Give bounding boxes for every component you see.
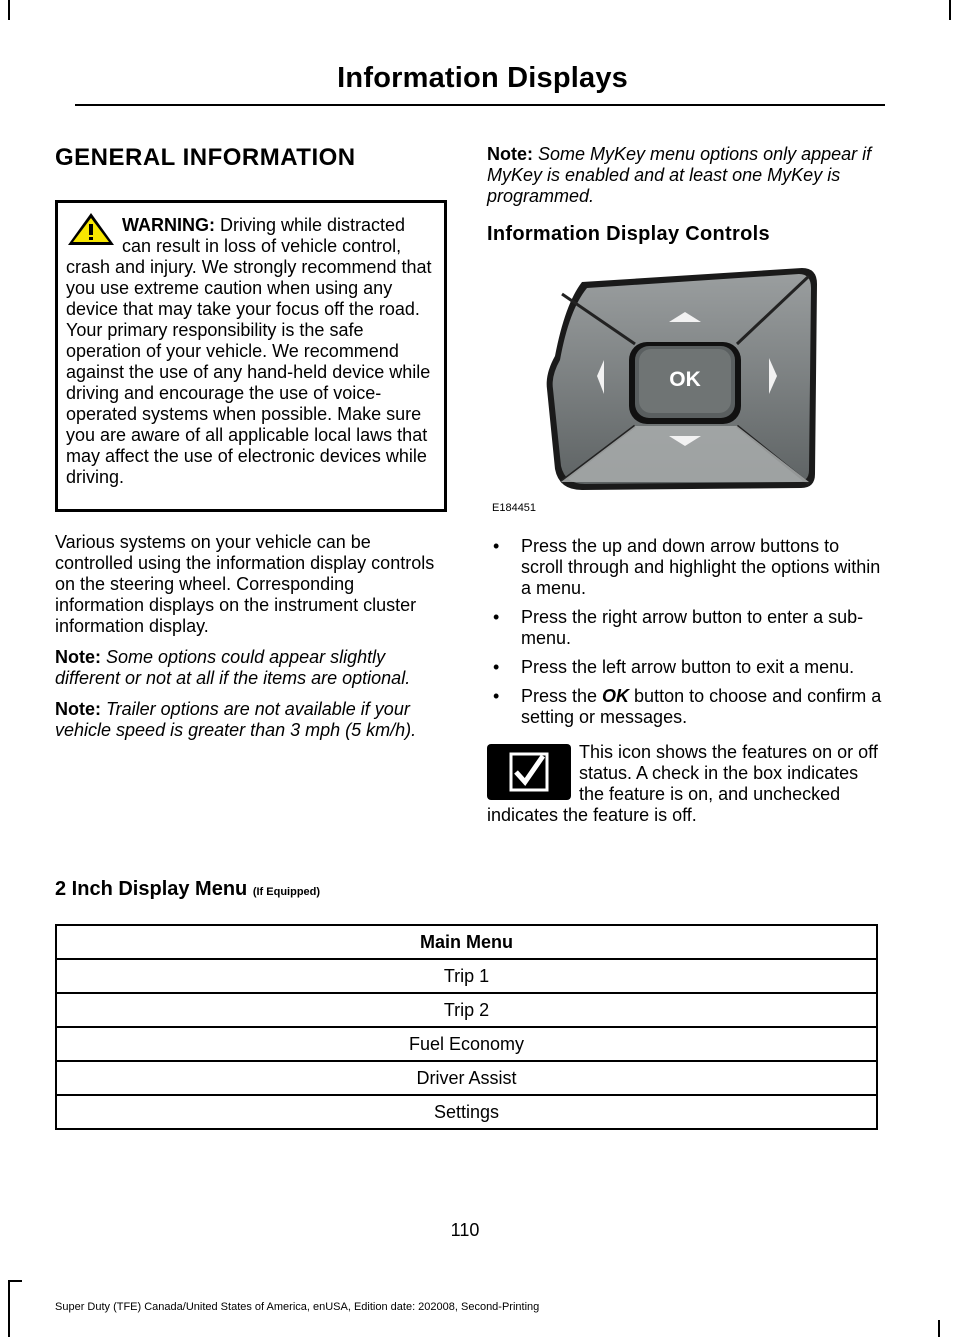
if-equipped-label: (If Equipped)	[252, 886, 321, 898]
crop-mark-bottom-right	[938, 1320, 940, 1337]
list-item-text: Press the	[521, 686, 603, 706]
crop-mark-bottom-left	[8, 1280, 10, 1337]
note-label: Note:	[487, 144, 533, 164]
right-column	[487, 144, 882, 826]
ok-button-label: OK	[669, 368, 701, 391]
note-text: Trailer options are not available if your vehicle speed is greater than 3 mph (5 km/h).	[55, 699, 417, 740]
page-number: 110	[450, 1220, 480, 1240]
checkbox-check-icon	[487, 744, 571, 800]
warning-box	[55, 200, 447, 512]
steering-controls-illustration	[487, 264, 882, 516]
controls-title: Information Display Controls	[487, 223, 770, 245]
table-header-row	[56, 925, 877, 959]
note-label: Note:	[55, 647, 101, 667]
header-rule	[75, 104, 885, 106]
table-cell: Settings	[56, 1095, 877, 1129]
list-item: • Press the right arrow button to enter a sub-menu.	[493, 607, 864, 648]
checkbox-icon-paragraph	[487, 742, 882, 826]
left-column	[55, 144, 447, 751]
table-cell: Driver Assist	[56, 1061, 877, 1095]
section-title: GENERAL INFORMATION	[55, 144, 356, 171]
table-cell: Fuel Economy	[56, 1027, 877, 1061]
table-row	[56, 959, 877, 993]
list-item-text: Press the up and down arrow buttons to scroll through and highlight the options within a menu.	[521, 536, 881, 598]
figure-id: E184451	[492, 502, 537, 514]
controls-figure	[487, 264, 882, 516]
crop-mark-top-left	[8, 0, 10, 20]
list-item-text: Press the left arrow button to exit a menu.	[521, 657, 855, 677]
note-text: Some options could appear slightly different or not at all if the items are optional.	[55, 647, 411, 688]
note-trailer-options	[55, 699, 447, 741]
warning-label: WARNING:	[122, 215, 215, 235]
warning-text: Driving while distracted can result in loss of vehicle control, crash and injury. We strongly recommend that you use extreme caution when using any device that may take your focus off the road. Your primary responsibility is the safe operation of your vehicle. We recommend against the use of any hand-held device while driving and encourage the use of voice-operated systems when possible. Make sure you are aware of all applicable local laws that may affect the use of electronic devices while driving.	[66, 215, 432, 487]
ok-emphasis: OK	[602, 686, 630, 706]
table-row	[56, 993, 877, 1027]
warning-triangle-icon	[66, 211, 116, 247]
list-item-text: Press the right arrow button to enter a sub-menu.	[521, 607, 864, 648]
table-cell: Trip 1	[56, 959, 877, 993]
page-footer: Super Duty (TFE) Canada/United States of America, enUSA, Edition date: 202008, Second-Printing	[55, 1301, 540, 1313]
crop-mark-top-right	[949, 0, 951, 20]
note-optional-items	[55, 647, 447, 689]
note-text: Some MyKey menu options only appear if MyKey is enabled and at least one MyKey is programmed.	[487, 144, 872, 206]
table-cell: Trip 2	[56, 993, 877, 1027]
main-menu-table	[55, 924, 878, 1130]
list-item: • Press the up and down arrow buttons to scroll through and highlight the options within a menu.	[493, 536, 881, 598]
table-row	[56, 1027, 877, 1061]
menu-heading-text: 2 Inch Display Menu	[55, 878, 248, 900]
list-item-text: button to choose and confirm a setting or messages.	[521, 686, 882, 727]
table-row	[56, 1061, 877, 1095]
checkbox-icon-description: This icon shows the features on or off status. A check in the box indicates the feature is on, and unchecked indicates the feature is off.	[487, 742, 878, 825]
table-row	[56, 1095, 877, 1129]
menu-heading	[55, 878, 320, 901]
list-item: • Press the left arrow button to exit a menu.	[493, 657, 855, 677]
note-mykey	[487, 144, 882, 207]
intro-paragraph: Various systems on your vehicle can be controlled using the information display controls on the steering wheel. Corresponding information displays on the instrument cluster information display.	[55, 532, 435, 636]
page-header-title: Information Displays	[337, 62, 628, 94]
controls-bullet-list	[487, 536, 882, 728]
list-item: • Press the OK button to choose and confirm a setting or messages.	[493, 686, 882, 727]
crop-mark-bottom-left-h	[8, 1280, 22, 1282]
table-header: Main Menu	[56, 925, 877, 959]
note-label: Note:	[55, 699, 101, 719]
